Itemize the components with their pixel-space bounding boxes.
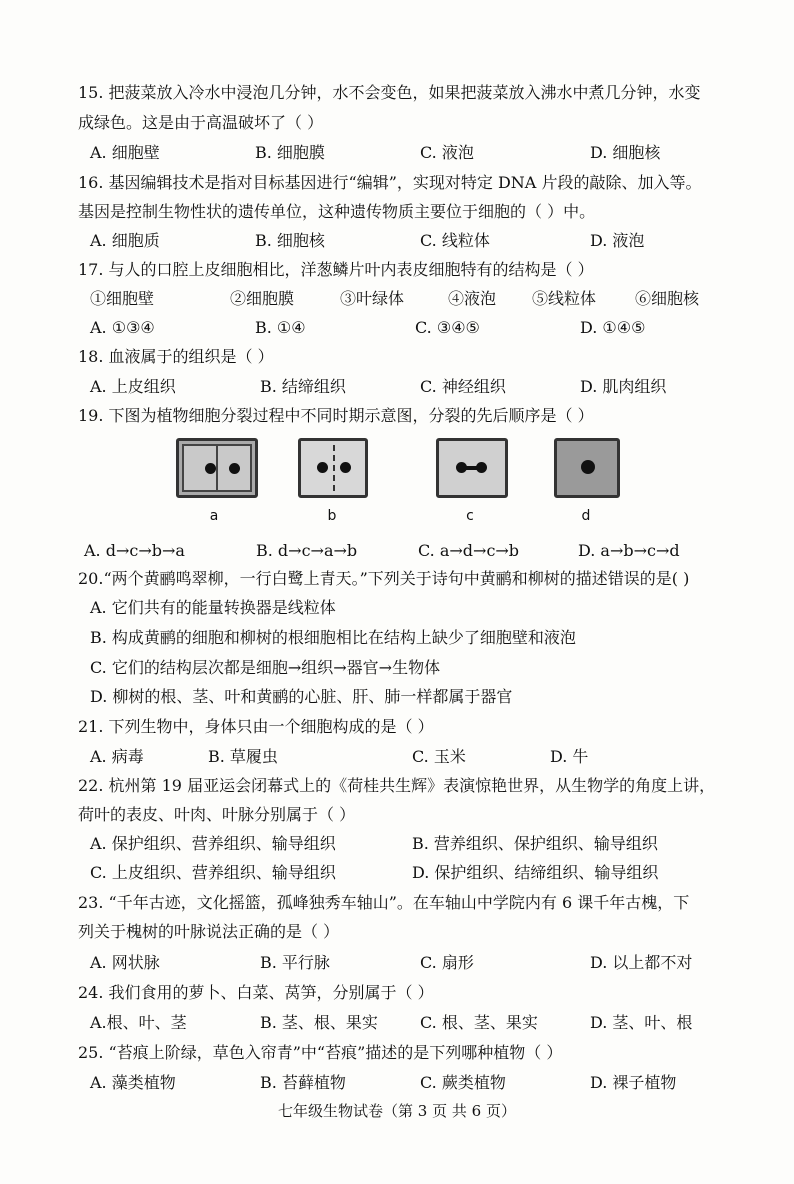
question-22-options-row2: [90, 862, 764, 886]
cell-division-figure: [170, 428, 630, 528]
item-3: ③叶绿体: [340, 289, 405, 308]
option-d[interactable]: D. 牛: [550, 747, 589, 766]
question-15-stem-line1: 15. 把菠菜放入冷水中浸泡几分钟，水不会变色，如果把菠菜放入沸水中煮几分钟，水变: [78, 83, 701, 102]
figure-label-a: a: [209, 508, 219, 524]
option-c[interactable]: C. 神经组织: [420, 377, 506, 396]
option-a[interactable]: A. 它们共有的能量转换器是线粒体: [90, 598, 336, 617]
cell-a: [176, 438, 258, 498]
option-a[interactable]: A.根、叶、茎: [90, 1013, 187, 1032]
cell-b: [298, 438, 368, 498]
option-b[interactable]: B. ①④: [255, 318, 306, 337]
option-d[interactable]: D. 保护组织、结缔组织、输导组织: [412, 863, 659, 882]
option-a[interactable]: A. 细胞壁: [90, 143, 160, 162]
option-c[interactable]: C. 蕨类植物: [420, 1073, 506, 1092]
question-25-options: [90, 1072, 764, 1096]
option-b[interactable]: B. 草履虫: [208, 747, 278, 766]
nucleus: [340, 462, 351, 473]
page-footer: 七年级生物试卷（第 3 页 共 6 页）: [278, 1102, 516, 1120]
cell-c: [436, 438, 508, 498]
question-21-stem: 21. 下列生物中，身体只由一个细胞构成的是（ ）: [78, 717, 434, 736]
option-d[interactable]: D. 柳树的根、茎、叶和黄鹂的心脏、肝、肺一样都属于器官: [90, 687, 513, 706]
option-c[interactable]: C. 它们的结构层次都是细胞→组织→器官→生物体: [90, 658, 441, 677]
question-17-items: [90, 288, 764, 312]
question-19-options: [84, 540, 764, 564]
nucleus: [229, 463, 240, 474]
option-c[interactable]: C. ③④⑤: [415, 318, 480, 337]
item-4: ④液泡: [448, 289, 497, 308]
option-c[interactable]: C. 线粒体: [420, 231, 490, 250]
nucleus: [317, 462, 328, 473]
question-20-stem: 20.“两个黄鹂鸣翠柳，一行白鹭上青天。”下列关于诗句中黄鹂和柳树的描述错误的是( ): [78, 569, 690, 588]
question-16-stem-line2: 基因是控制生物性状的遗传单位，这种遗传物质主要位于细胞的（ ）中。: [78, 202, 596, 221]
option-b[interactable]: B. 茎、根、果实: [260, 1013, 378, 1032]
option-a[interactable]: A. 藻类植物: [90, 1073, 176, 1092]
question-22-stem-line1: 22. 杭州第 19 届亚运会闭幕式上的《荷桂共生辉》表演惊艳世界，从生物学的角度上讲，: [78, 776, 716, 795]
item-1: ①细胞壁: [90, 289, 155, 308]
option-d[interactable]: D. 以上都不对: [590, 953, 693, 972]
question-15-stem-line2: 成绿色。这是由于高温破坏了（ ）: [78, 113, 324, 132]
option-a[interactable]: A. d→c→b→a: [84, 541, 185, 560]
option-b[interactable]: B. 构成黄鹂的细胞和柳树的根细胞相比在结构上缺少了细胞壁和液泡: [90, 628, 576, 647]
option-c[interactable]: C. a→d→c→b: [418, 541, 520, 560]
question-16-stem-line1: 16. 基因编辑技术是指对目标基因进行“编辑”，实现对特定 DNA 片段的敲除、加入等。: [78, 173, 702, 192]
option-d[interactable]: D. 茎、叶、根: [590, 1013, 693, 1032]
option-b[interactable]: B. 结缔组织: [260, 377, 346, 396]
question-23-options: [90, 952, 764, 976]
item-5: ⑤线粒体: [532, 289, 597, 308]
cell-d: [554, 438, 620, 498]
option-c[interactable]: C. 根、茎、果实: [420, 1013, 538, 1032]
option-d[interactable]: D. 液泡: [590, 231, 645, 250]
option-a[interactable]: A. 网状脉: [90, 953, 160, 972]
question-18-stem: 18. 血液属于的组织是（ ）: [78, 347, 274, 366]
cell-plate: [333, 445, 335, 491]
option-b[interactable]: B. d→c→a→b: [256, 541, 358, 560]
figure-label-b: b: [327, 508, 337, 524]
question-24-options: [90, 1012, 764, 1036]
option-a[interactable]: A. 保护组织、营养组织、输导组织: [90, 834, 336, 853]
question-15-options: [90, 142, 764, 166]
option-d[interactable]: D. a→b→c→d: [578, 541, 680, 560]
option-c[interactable]: C. 扇形: [420, 953, 474, 972]
question-23-stem-line2: 列关于槐树的叶脉说法正确的是（ ）: [78, 922, 340, 941]
nucleus: [476, 462, 487, 473]
nucleus: [581, 460, 595, 474]
option-c[interactable]: C. 上皮组织、营养组织、输导组织: [90, 863, 336, 882]
option-b[interactable]: B. 细胞核: [255, 231, 325, 250]
option-a[interactable]: A. 上皮组织: [90, 377, 176, 396]
question-17-stem: 17. 与人的口腔上皮细胞相比，洋葱鳞片叶内表皮细胞特有的结构是（ ）: [78, 260, 594, 279]
option-b[interactable]: B. 苔藓植物: [260, 1073, 346, 1092]
question-23-stem-line1: 23. “千年古迹，文化摇篮，孤峰独秀车轴山”。在车轴山中学院内有 6 课千年古槐，下: [78, 893, 690, 912]
question-21-options: [90, 746, 764, 770]
option-b[interactable]: B. 营养组织、保护组织、输导组织: [412, 834, 658, 853]
item-6: ⑥细胞核: [635, 289, 700, 308]
option-b[interactable]: B. 平行脉: [260, 953, 330, 972]
option-a[interactable]: A. ①③④: [90, 318, 155, 337]
question-25-stem: 25. “苔痕上阶绿，草色入帘青”中“苔痕”描述的是下列哪种植物（ ）: [78, 1043, 563, 1062]
question-19-stem: 19. 下图为植物细胞分裂过程中不同时期示意图，分裂的先后顺序是（ ）: [78, 406, 594, 425]
option-a[interactable]: A. 病毒: [90, 747, 144, 766]
option-a[interactable]: A. 细胞质: [90, 231, 160, 250]
option-d[interactable]: D. 裸子植物: [590, 1073, 677, 1092]
option-c[interactable]: C. 玉米: [412, 747, 466, 766]
question-16-options: [90, 230, 764, 254]
figure-label-d: d: [581, 508, 591, 524]
question-22-stem-line2: 荷叶的表皮、叶肉、叶脉分别属于（ ）: [78, 805, 356, 824]
nucleus: [205, 463, 216, 474]
option-d[interactable]: D. 细胞核: [590, 143, 661, 162]
question-24-stem: 24. 我们食用的萝卜、白菜、莴笋，分别属于（ ）: [78, 983, 434, 1002]
option-c[interactable]: C. 液泡: [420, 143, 474, 162]
question-17-options: [90, 317, 764, 341]
option-d[interactable]: D. ①④⑤: [580, 318, 646, 337]
question-22-options-row1: [90, 833, 764, 857]
item-2: ②细胞膜: [230, 289, 295, 308]
option-d[interactable]: D. 肌肉组织: [580, 377, 667, 396]
option-b[interactable]: B. 细胞膜: [255, 143, 325, 162]
figure-label-c: c: [466, 508, 474, 524]
question-18-options: [90, 376, 764, 400]
